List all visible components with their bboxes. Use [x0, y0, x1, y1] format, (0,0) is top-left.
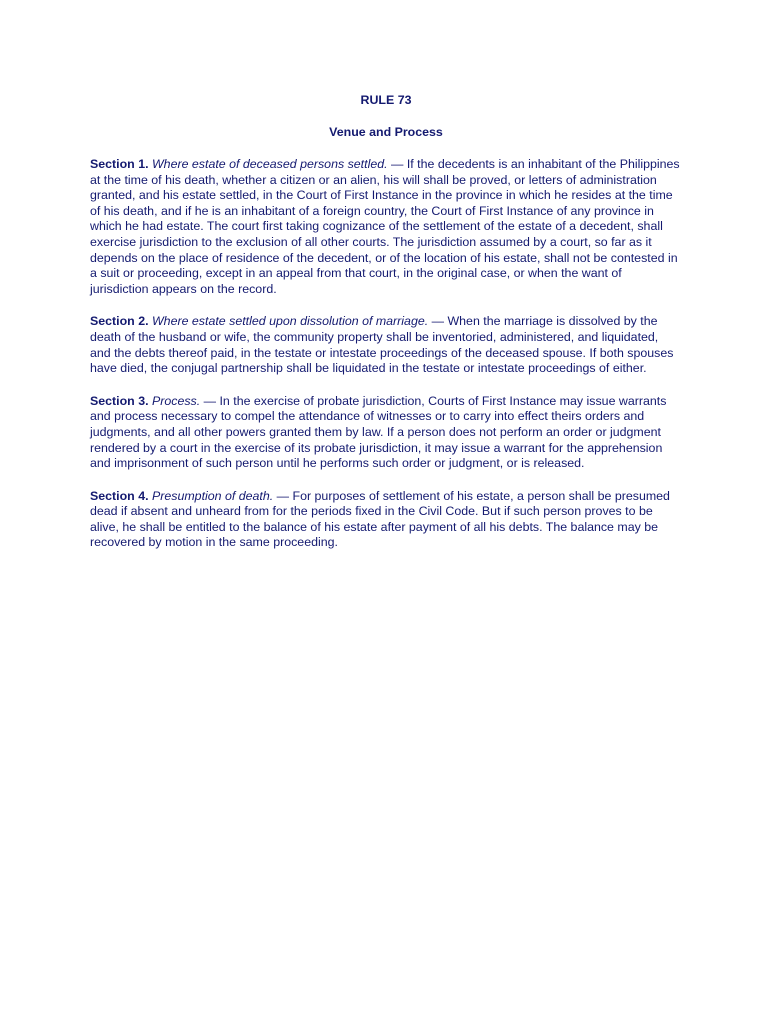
rule-subtitle: Venue and Process: [329, 125, 443, 139]
rule-title: RULE 73: [360, 93, 412, 107]
section-heading: Where estate settled upon dissolution of marriage.: [151, 314, 429, 329]
section-2: [90, 314, 682, 376]
section-label: Section 1.: [90, 157, 149, 171]
section-body: — If the decedents is an inhabitant of the Philippines at the time of his death, whether a citizen or an alien, his will shall be proved, or letters of administration granted, and his estate settled, in the Court of First Instance in the province in which he resides at the time of his death, and if he is an inhabitant of a foreign country, the Court of First Instance of any province in which he had estate. The court first taking cognizance of the settlement of the estate of a decedent, shall exercise jurisdiction to the exclusion of all other courts. The jurisdiction assumed by a court, so far as it depends on the place of residence of the decedent, or of the location of his estate, shall not be contested in a suit or proceeding, except in an appeal from that court, in the original case, or when the want of jurisdiction appears on the record.: [90, 157, 680, 296]
section-heading: Where estate of deceased persons settled.: [151, 157, 388, 171]
section-label: Section 2.: [90, 314, 149, 329]
document-body: [90, 92, 682, 568]
section-heading: Presumption of death.: [151, 488, 274, 503]
section-3: [90, 394, 682, 472]
section-body: — For purposes of settlement of his estate, a person shall be presumed dead if absent and unheard from for the periods fixed in the Civil Code. But if such person proves to be alive, he shall be entitled to the balance of his estate after payment of all his debts. The balance may be recovered by motion in the same proceeding.: [90, 488, 670, 550]
section-1: [90, 157, 682, 297]
section-body: — In the exercise of probate jurisdiction, Courts of First Instance may issue warrants and process necessary to compel the attendance of witnesses or to carry into effect theirs orders and judgments, and all other powers granted them by law. If a person does not perform an order or judgment rendered by a court in the exercise of its probate jurisdiction, it may issue a warrant for the apprehension and imprisonment of such person until he performs such order or judgment, or is released.: [90, 393, 667, 471]
section-label: Section 3.: [90, 393, 149, 408]
section-body: — When the marriage is dissolved by the death of the husband or wife, the community property shall be inventoried, administered, and liquidated, and the debts thereof paid, in the testate or intestate proceedings of the deceased spouse. If both spouses have died, the conjugal partnership shall be liquidated in the testate or intestate proceedings of either.: [90, 314, 674, 376]
section-heading: Process.: [151, 393, 201, 408]
section-label: Section 4.: [90, 488, 149, 503]
section-4: [90, 489, 682, 551]
